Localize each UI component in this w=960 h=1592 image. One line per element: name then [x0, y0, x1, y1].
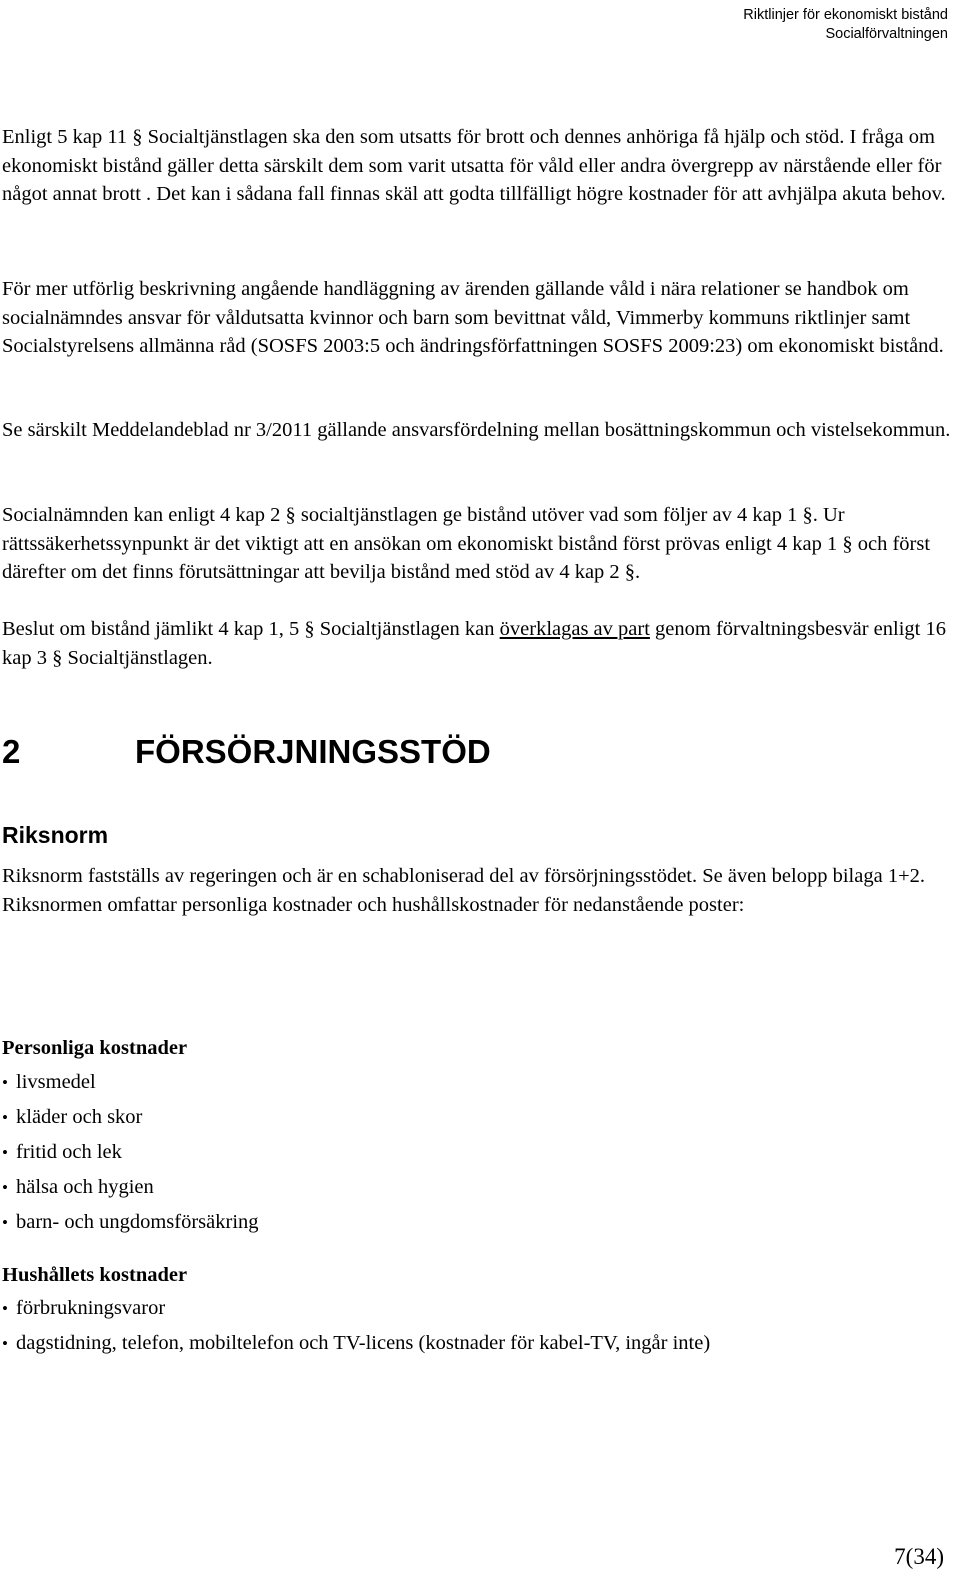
bullet-icon: • — [2, 1334, 8, 1353]
list-item: • förbrukningsvaror — [2, 1294, 710, 1329]
running-header — [743, 6, 948, 44]
bullet-icon: • — [2, 1143, 8, 1162]
header-title: Riktlinjer för ekonomiskt bistånd — [743, 7, 948, 23]
list-item: • dagstidning, telefon, mobiltelefon och TV-licens (kostnader för kabel-TV, ingår inte) — [2, 1329, 710, 1364]
subsection-heading: Riksnorm — [2, 822, 109, 848]
section-heading — [2, 732, 491, 772]
appeal-underlined-text: överklagas av part — [499, 618, 650, 640]
personal-costs-list — [2, 1068, 259, 1243]
paragraph-assistance-beyond: Socialnämnden kan enligt 4 kap 2 § socialtjänstlagen ge bistånd utöver vad som följer av 4 kap 1 §. Ur rättssäkerhetssynpunkt är det viktigt att en ansökan om ekonomiskt bistånd först prövas enligt 4 kap 1 § och först därefter om det finns förutsättningar att bevilja bistånd med stöd av 4 kap 2 §. — [2, 504, 931, 583]
list-item: • fritid och lek — [2, 1138, 259, 1173]
paragraph-violence-handling: För mer utförlig beskrivning angående handläggning av ärenden gällande våld i nära relationer se handbok om socialnämndes ansvar för våldutsatta kvinnor och barn som bevittnat våld, Vimmerby kommuns riktlinjer samt Socialstyrelsens allmänna råd (SOSFS 2003:5 och ändringsförfattningen SOSFS 2009:23) om ekonomiskt bistånd. — [2, 278, 944, 357]
household-costs-heading: Hushållets kostnader — [2, 1264, 188, 1286]
appeal-text-before: Beslut om bistånd jämlikt 4 kap 1, 5 § Socialtjänstlagen kan — [2, 618, 500, 640]
bullet-icon: • — [2, 1073, 8, 1092]
personal-costs-heading: Personliga kostnader — [2, 1037, 188, 1059]
section-title: FÖRSÖRJNINGSSTÖD — [135, 733, 491, 770]
household-costs-list — [2, 1294, 710, 1364]
bullet-icon: • — [2, 1299, 8, 1318]
page-number: 7(34) — [894, 1544, 944, 1569]
paragraph-riksnorm: Riksnorm fastställs av regeringen och är en schabloniserad del av försörjningsstödet. Se även belopp bilaga 1+2. Riksnormen omfattar personliga kostnader och hushållskostnader för nedanstående poster: — [2, 865, 926, 916]
list-item: • kläder och skor — [2, 1103, 259, 1138]
appeal-text-after: genom förvaltningsbesvär enligt 16 kap 3 § Socialtjänstlagen. — [2, 618, 946, 669]
list-item: • hälsa och hygien — [2, 1173, 259, 1208]
paragraph-appeal — [2, 615, 952, 672]
paragraph-crime-victims: Enligt 5 kap 11 § Socialtjänstlagen ska den som utsatts för brott och dennes anhöriga få hjälp och stöd. I fråga om ekonomiskt bistånd gäller detta särskilt dem som varit utsatta för våld eller andra övergrepp av närstående eller för något annat brott . Det kan i sådana fall finnas skäl att godta tillfälligt högre kostnader för att avhjälpa akuta behov. — [2, 126, 946, 205]
list-item: • livsmedel — [2, 1068, 259, 1103]
paragraph-municipality-responsibility: Se särskilt Meddelandeblad nr 3/2011 gällande ansvarsfördelning mellan bosättningskommun och vistelsekommun. — [2, 419, 951, 441]
list-item: • barn- och ungdomsförsäkring — [2, 1208, 259, 1243]
bullet-icon: • — [2, 1108, 8, 1127]
bullet-icon: • — [2, 1178, 8, 1197]
header-department: Socialförvaltningen — [825, 26, 948, 42]
section-number: 2 — [2, 733, 21, 770]
bullet-icon: • — [2, 1213, 8, 1232]
